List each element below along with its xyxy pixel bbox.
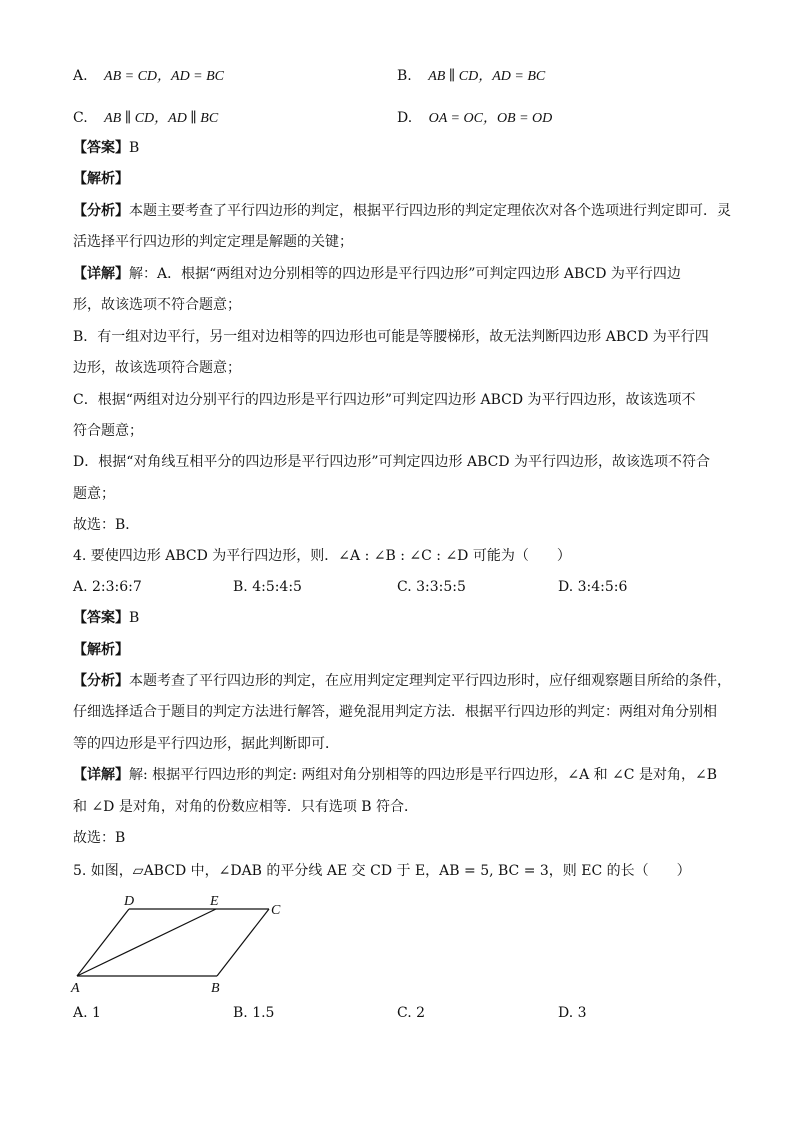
q3-xiangjie-a-2: 形，故该选项不符合题意； <box>73 297 241 313</box>
q4-jiexi-text: 【解析】 <box>73 642 129 658</box>
q3-xiangjie-a-1: 解：A．根据“两组对边分别相等的四边形是平行四边形”可判定四边形 ABCD 为平行四边 <box>129 266 681 282</box>
q4-answer <box>73 608 733 628</box>
q4-answer-value: B <box>129 610 140 626</box>
q5-label-b: B <box>211 981 220 996</box>
q3-xiangjie-b-2: 边形，故该选项符合题意； <box>73 360 241 376</box>
q5-option-d: D. 3 <box>558 1005 587 1021</box>
q5-label-a: A <box>71 981 80 996</box>
q3-answer <box>73 138 733 158</box>
q4-fenxi-text-1: 本题考查了平行四边形的判定，在应用判定定理判定平行四边形时，应仔细观察题目所给的条件， <box>129 673 731 689</box>
q4-guxuan: 故选：B <box>73 830 126 846</box>
q5-label-e: E <box>210 894 219 909</box>
q3-fenxi-text-1: 本题主要考查了平行四边形的判定，根据平行四边形的判定定理依次对各个选项进行判定即可．灵 <box>129 203 731 219</box>
q4-fenxi-line-2: 仔细选择适合于题目的判定方法进行解答，避免混用判定方法．根据平行四边形的判定：两组对角分别相 <box>73 704 717 720</box>
q4-stem: 4. 要使四边形 ABCD 为平行四边形，则．∠A : ∠B : ∠C : ∠D 可能为（ ） <box>73 548 571 564</box>
q3-guxuan: 故选：B． <box>73 517 140 533</box>
q3-option-d-math: OA = OC，OB = OD <box>428 111 553 126</box>
q3-option-b <box>397 66 545 87</box>
q5-option-c: C. 2 <box>397 1005 426 1021</box>
q3-option-c-math: AB ∥ CD，AD ∥ BC <box>104 111 219 126</box>
q3-jiexi-label <box>73 169 733 189</box>
q3-option-d-letter: D. <box>397 110 413 126</box>
q3-answer-label: 【答案】 <box>73 140 129 156</box>
q4-fenxi-line-3: 等的四边形是平行四边形，据此判断即可． <box>73 736 339 752</box>
q4-option-c: C. 3:3:5:5 <box>397 579 466 595</box>
q4-xiangjie-text-1: 解: 根据平行四边形的判定: 两组对角分别相等的四边形是平行四边形，∠A 和 ∠C 是对角，∠B <box>129 767 717 783</box>
q5-parallelogram-figure <box>66 890 306 1000</box>
q5-option-b: B. 1.5 <box>233 1005 275 1021</box>
q4-xiangjie-line-2: 和 ∠D 是对角，对角的份数应相等．只有选项 B 符合． <box>73 799 419 815</box>
q3-option-a-math: AB = CD，AD = BC <box>104 69 225 84</box>
q3-xiangjie-c-2: 符合题意； <box>73 423 143 439</box>
q3-option-c-letter: C. <box>73 110 88 126</box>
q3-xiangjie-d-1: D．根据“对角线互相平分的四边形是平行四边形”可判定四边形 ABCD 为平行四边形，故该选项不符合 <box>73 454 711 470</box>
q5-side-bc <box>217 909 269 976</box>
q4-xiangjie-line-1 <box>73 765 733 785</box>
q4-option-a: A. 2:3:6:7 <box>73 579 142 595</box>
q3-jiexi-text: 【解析】 <box>73 171 129 187</box>
q4-fenxi-label: 【分析】 <box>73 673 129 689</box>
q5-side-ad <box>77 909 129 976</box>
q3-xiangjie-d-2: 题意； <box>73 486 115 502</box>
q3-xiangjie-label: 【详解】 <box>73 266 129 282</box>
q5-bisector-ae <box>77 909 216 976</box>
q3-fenxi-line-1 <box>73 201 733 221</box>
q3-xiangjie-c-1: C．根据“两组对边分别平行的四边形是平行四边形”可判定四边形 ABCD 为平行四边形，故该选项不 <box>73 392 696 408</box>
q3-fenxi-line-2: 活选择平行四边形的判定定理是解题的关键； <box>73 234 353 250</box>
q3-option-a <box>73 66 224 87</box>
q3-xiangjie-b-1: B．有一组对边平行，另一组对边相等的四边形也可能是等腰梯形，故无法判断四边形 ABCD 为平行四 <box>73 329 709 345</box>
q5-label-c: C <box>271 903 281 918</box>
q3-option-d <box>397 108 552 129</box>
q5-stem: 5. 如图，▱ABCD 中，∠DAB 的平分线 AE 交 CD 于 E，AB = 5, BC = 3，则 EC 的长（ ） <box>73 863 691 879</box>
q5-option-a: A. 1 <box>73 1005 101 1021</box>
q3-option-a-letter: A. <box>73 68 88 84</box>
q4-fenxi-line-1 <box>73 671 733 691</box>
q3-answer-value: B <box>129 140 140 156</box>
q3-option-c <box>73 108 218 129</box>
q3-xiangjie-line-1 <box>73 264 733 284</box>
q3-option-b-letter: B. <box>397 68 412 84</box>
q4-jiexi-label <box>73 640 733 660</box>
q4-xiangjie-label: 【详解】 <box>73 767 129 783</box>
q3-option-b-math: AB ∥ CD，AD = BC <box>428 69 546 84</box>
q4-option-d: D. 3:4:5:6 <box>558 579 628 595</box>
q5-label-d: D <box>124 894 135 909</box>
q3-fenxi-label: 【分析】 <box>73 203 129 219</box>
q4-answer-label: 【答案】 <box>73 610 129 626</box>
q4-option-b: B. 4:5:4:5 <box>233 579 302 595</box>
